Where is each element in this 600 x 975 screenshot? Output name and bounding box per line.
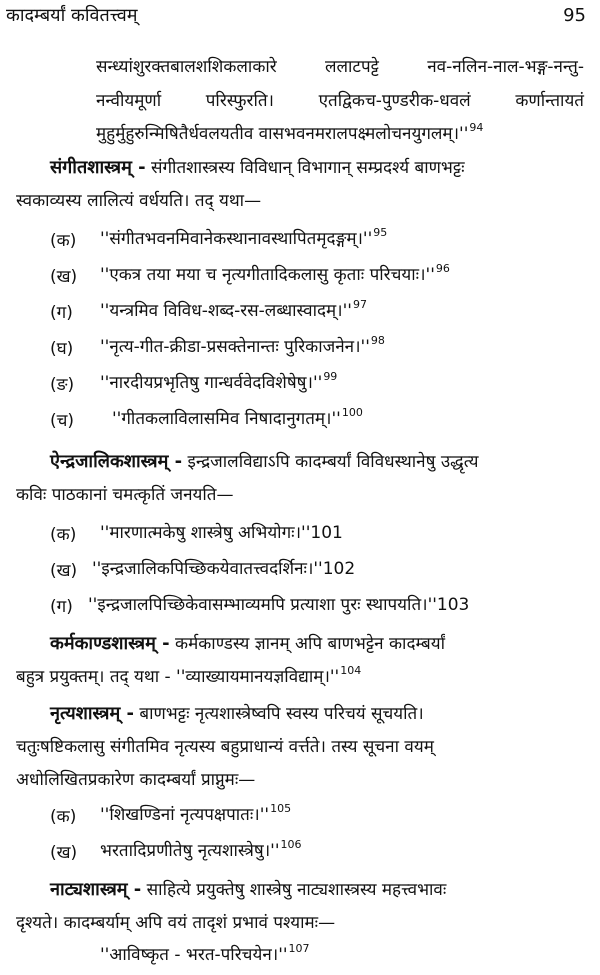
sangeet-item <box>112 408 363 430</box>
aindra-item-label: (क) <box>50 525 77 545</box>
intro-line-3-text: मुहुर्मुहुरुन्मिषितैर्धवलयतीव वासभवनमरालपक्ष्मलोचनयुगलम्।'' <box>96 124 469 144</box>
nritya-line-1 <box>50 702 424 725</box>
nritya-line-3: अधोलिखितप्रकारेण कादम्बर्यां प्राप्नुमः— <box>16 770 256 790</box>
aindra-item-label: (ग) <box>50 597 73 617</box>
nritya-item-label: (क) <box>50 807 77 827</box>
sangeet-item-text: ''एकत्र तया मया च नृत्यगीतादिकलासु कृताः परिचयाः।'' <box>100 265 435 285</box>
sangeet-item <box>100 336 385 358</box>
sangeet-item <box>100 372 337 394</box>
footnote-ref-100: 100 <box>341 406 363 419</box>
aindra-heading: ऐन्द्रजालिकशास्त्रम् - <box>50 451 183 472</box>
page-header <box>6 4 586 30</box>
page-number: 95 <box>563 5 586 26</box>
nritya-item-label: (ख) <box>50 843 78 863</box>
footnote-ref-99: 99 <box>323 370 338 383</box>
intro-line-1: सन्ध्यांशुरक्तबालशशिकलाकारे ललाटपट्टे नव-नलिन-नाल-भङ्ग-नन्तु- <box>96 57 584 77</box>
sangeet-line-1 <box>50 156 465 179</box>
footnote-ref-96: 96 <box>435 262 450 275</box>
sangeet-item-label: (क) <box>50 231 77 251</box>
natya-text-1: साहित्ये प्रयुक्तेषु शास्त्रेषु नाट्यशास्त्रस्य महत्त्वभावः <box>146 880 447 900</box>
natya-line-1 <box>50 878 446 901</box>
aindra-line-1 <box>50 450 479 473</box>
sangeet-item-text: ''नारदीयप्रभृतिषु गान्धर्ववेदविशेषेषु।'' <box>100 373 323 393</box>
nritya-item-text: ''शिखण्डिनां नृत्यपक्षपातः।'' <box>100 805 270 825</box>
karma-heading: कर्मकाण्डशास्त्रम् - <box>50 633 170 654</box>
running-title: कादम्बर्यां कवितत्त्वम् <box>6 5 138 26</box>
sangeet-item-label: (ङ) <box>50 375 75 395</box>
aindra-item: ''इन्द्रजालिकपिच्छिकयेवातत्त्वदर्शिनः।''102 <box>92 559 356 579</box>
nritya-item <box>100 840 302 862</box>
nritya-item <box>100 804 291 826</box>
footnote-ref-94: 94 <box>469 121 484 134</box>
footnote-ref-95: 95 <box>373 226 388 239</box>
nritya-line-2: चतुःषष्टिकलासु संगीतमिव नृत्यस्य बहुप्राधान्यं वर्त्तते। तस्य सूचना वयम् <box>16 737 434 757</box>
sangeet-item <box>100 228 387 250</box>
sangeet-heading: संगीतशास्त्रम् - <box>50 157 146 178</box>
sangeet-item-label: (ग) <box>50 303 73 323</box>
footnote-ref-97: 97 <box>352 298 367 311</box>
natya-line-2: दृश्यते। कादम्बर्याम् अपि वयं तादृशं प्रभावं पश्यामः— <box>16 913 336 933</box>
sangeet-line-2: स्वकाव्यस्य लालित्यं वर्धयति। तद् यथा— <box>16 191 262 211</box>
footnote-ref-98: 98 <box>370 334 385 347</box>
footnote-ref-105: 105 <box>270 802 292 815</box>
nritya-text-1: बाणभट्टः नृत्यशास्त्रेष्वपि स्वस्य परिचयं सूचयति। <box>139 704 424 724</box>
karma-text-2: बहुत्र प्रयुक्तम्। तद् यथा - ''व्याख्यायमानयज्ञविद्याम्।'' <box>16 667 340 687</box>
aindra-line-2: कविः पाठकानां चमत्कृतिं जनयति— <box>16 485 234 505</box>
intro-line-3 <box>96 123 483 145</box>
footnote-ref-104: 104 <box>340 664 362 677</box>
sangeet-item-text: ''नृत्य-गीत-क्रीडा-प्रसक्तेनान्तः पुरिकाजनेन।'' <box>100 337 370 357</box>
sangeet-item-text: ''यन्त्रमिव विविध-शब्द-रस-लब्धास्वादम्।'' <box>100 301 352 321</box>
sangeet-item-label: (ख) <box>50 267 78 287</box>
sangeet-text-1: संगीतशास्त्रस्य विविधान् विभागान् सम्प्रदर्श्य बाणभट्टः <box>150 158 465 178</box>
karma-text-1: कर्मकाण्डस्य ज्ञानम् अपि बाणभट्टेन कादम्बर्यां <box>175 634 445 654</box>
natya-quote-line <box>100 944 310 966</box>
sangeet-item <box>100 300 367 322</box>
sangeet-item-text: ''संगीतभवनमिवानेकस्थानावस्थापितमृदङ्गम्।'' <box>100 229 373 249</box>
aindra-text-1: इन्द्रजालविद्याऽपि कादम्बर्यां विविधस्थानेषु उद्धृत्य <box>187 452 479 472</box>
sangeet-item-label: (च) <box>50 411 75 431</box>
sangeet-item-label: (घ) <box>50 339 74 359</box>
footnote-ref-107: 107 <box>288 942 310 955</box>
nritya-item-text: भरतादिप्रणीतेषु नृत्यशास्त्रेषु।'' <box>100 841 280 861</box>
nritya-heading: नृत्यशास्त्रम् - <box>50 703 134 724</box>
intro-line-2: नन्वीयमूर्णा परिस्फुरति। एतद्विकच-पुण्डरीक-धवलं कर्णान्तायतं <box>96 91 584 111</box>
aindra-item-label: (ख) <box>50 561 78 581</box>
aindra-item: ''इन्द्रजालपिच्छिकेवासम्भाव्यमपि प्रत्याशा पुरः स्थापयति।''103 <box>88 595 470 615</box>
karma-line-1 <box>50 632 445 655</box>
aindra-item: ''मारणात्मकेषु शास्त्रेषु अभियोगः।''101 <box>100 523 343 543</box>
natya-heading: नाट्यशास्त्रम् - <box>50 879 142 900</box>
sangeet-item <box>100 264 450 286</box>
footnote-ref-106: 106 <box>280 838 302 851</box>
karma-line-2 <box>16 666 361 688</box>
natya-quote: ''आविष्कृत - भरत-परिचयेन।'' <box>100 945 288 965</box>
sangeet-item-text: ''गीतकलाविलासमिव निषादानुगतम्।'' <box>112 409 341 429</box>
